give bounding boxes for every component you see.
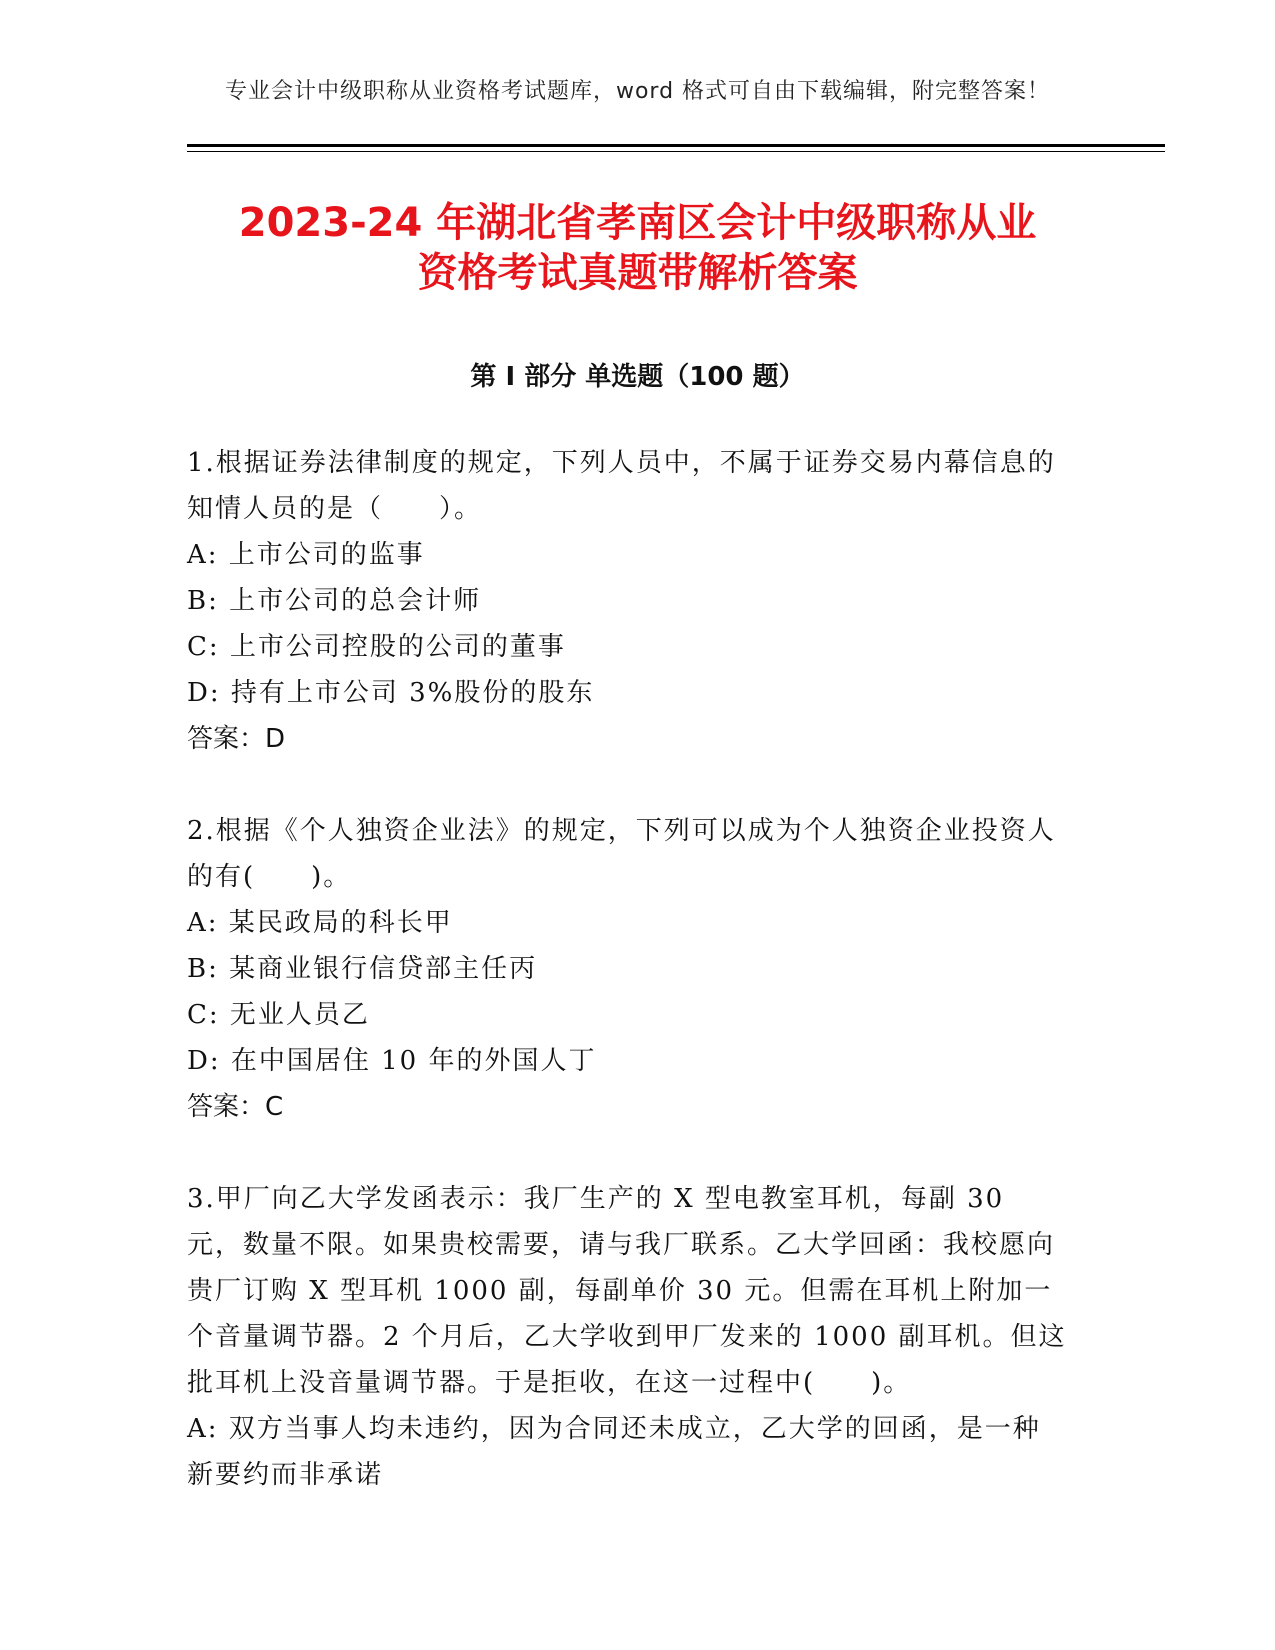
header-note: 专业会计中级职称从业资格考试题库，word 格式可自由下载编辑，附完整答案！ <box>224 79 1051 104</box>
option-d: D: 持有上市公司 3%股份的股东 <box>187 678 595 708</box>
question-stem: 3.甲厂向乙大学发函表示：我厂生产的 X 型电教室耳机，每副 30 元，数量不限。如果贵校需要，请与我厂联系。乙大学回函：我校愿向贵厂订购 X 型耳机 1000 副，每副单价 30 元。但需在耳机上附加一个音量调节器。2 个月后，乙大学收到甲厂发来的 1000 副耳机。但这批耳机上没音量调节器。于是拒收，在这一过程中( )。 <box>187 1184 1067 1398</box>
option-a: A: 上市公司的监事 <box>187 540 425 570</box>
question-list <box>187 440 1067 1544</box>
option-b: B: 上市公司的总会计师 <box>187 586 482 616</box>
document-title <box>150 198 1125 298</box>
title-line-1: 2023-24 年湖北省孝南区会计中级职称从业 <box>238 200 1037 246</box>
header-rule-thin <box>187 151 1165 152</box>
section-heading: 第 I 部分 单选题（100 题） <box>470 362 805 392</box>
answer-text: 答案：C <box>187 1092 284 1122</box>
question-item <box>187 1176 1067 1498</box>
question-item <box>187 808 1067 1130</box>
option-b: B: 某商业银行信贷部主任丙 <box>187 954 538 984</box>
option-d: D: 在中国居住 10 年的外国人丁 <box>187 1046 597 1076</box>
title-line-2: 资格考试真题带解析答案 <box>417 250 858 296</box>
question-stem: 1.根据证券法律制度的规定，下列人员中，不属于证券交易内幕信息的知情人员的是（ ）。 <box>187 448 1056 524</box>
question-stem: 2.根据《个人独资企业法》的规定，下列可以成为个人独资企业投资人的有( )。 <box>187 816 1056 892</box>
option-a: A: 双方当事人均未违约，因为合同还未成立，乙大学的回函，是一种新要约而非承诺 <box>187 1414 1041 1490</box>
question-item <box>187 440 1067 762</box>
option-a: A: 某民政局的科长甲 <box>187 908 453 938</box>
option-c: C: 上市公司控股的公司的董事 <box>187 632 566 662</box>
header-rule-thick <box>187 144 1165 147</box>
answer-text: 答案：D <box>187 724 286 754</box>
option-c: C: 无业人员乙 <box>187 1000 370 1030</box>
